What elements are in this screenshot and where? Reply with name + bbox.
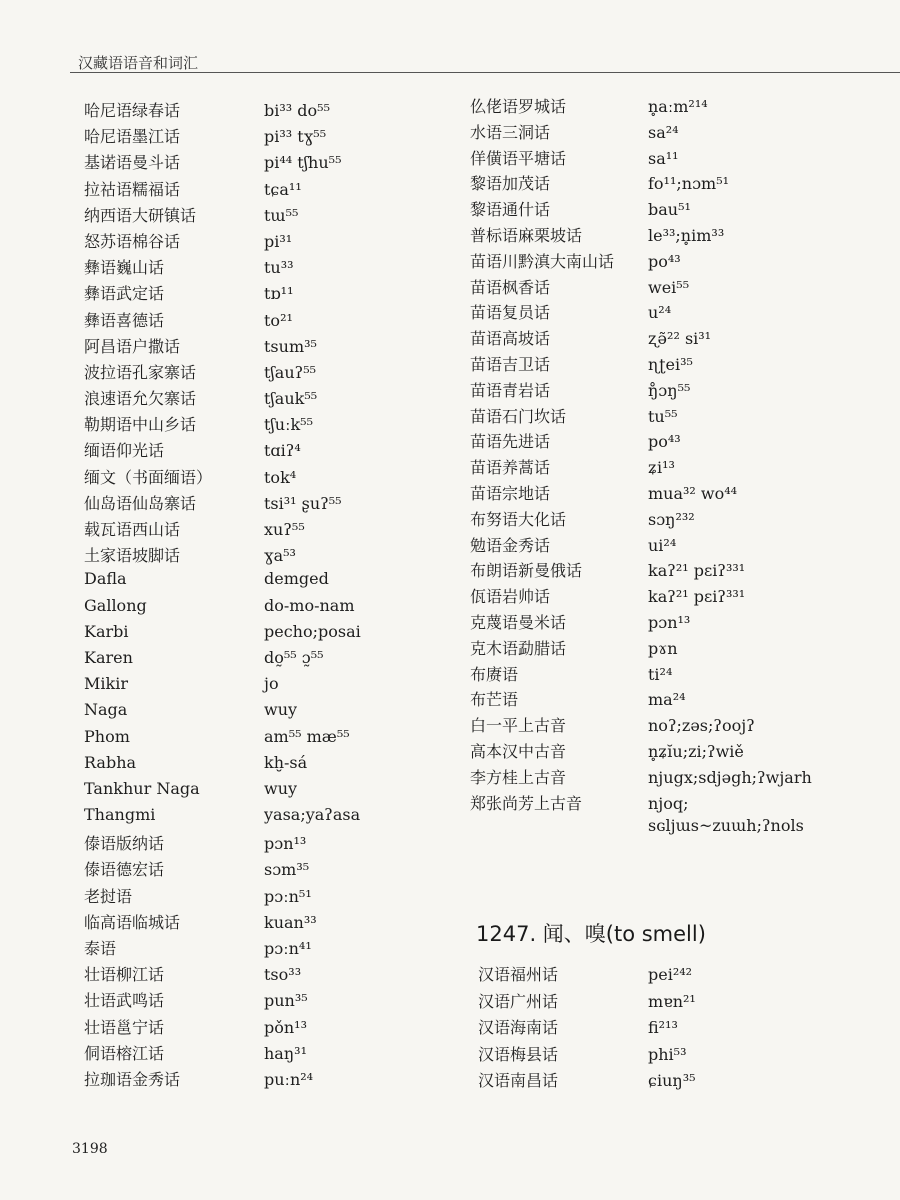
left-column: [84, 98, 464, 1093]
entry-row: [84, 360, 464, 386]
language-name: 苗语先进话: [470, 432, 551, 452]
language-name: 土家语坡脚话: [84, 546, 181, 566]
word-form: do̰⁵⁵ ɔ̰⁵⁵: [264, 647, 324, 667]
entry-row: [84, 543, 464, 569]
word-form: wuy: [264, 778, 298, 798]
word-form: kaʔ²¹ pɛiʔ³³¹: [648, 587, 746, 607]
entry-row: [84, 1041, 464, 1067]
language-name: Tankhur Naga: [84, 778, 200, 798]
word-form: sa¹¹: [648, 148, 679, 168]
entry-row: [478, 989, 878, 1016]
entry-row: [470, 739, 890, 765]
right-column: [470, 94, 890, 842]
word-form: tʃauʔ⁵⁵: [264, 362, 317, 382]
word-form: fo¹¹;nɔm⁵¹: [648, 174, 730, 194]
language-name: 李方桂上古音: [470, 767, 567, 787]
entry-row: [84, 779, 464, 805]
language-name: 汉语南昌话: [478, 1071, 559, 1090]
language-name: 哈尼语墨江话: [84, 127, 181, 147]
word-form: po⁴³: [648, 251, 681, 271]
entry-row: [84, 622, 464, 648]
entry-row: [84, 308, 464, 334]
language-name: 布努语大化话: [470, 509, 567, 529]
language-name: 汉语福州话: [478, 965, 559, 984]
entry-row: [84, 727, 464, 753]
word-form: haŋ³¹: [264, 1043, 307, 1063]
entry-row: [470, 713, 890, 739]
word-form: noʔ;zəs;ʔoojʔ: [648, 716, 755, 736]
entry-row: [84, 884, 464, 910]
language-name: 勉语金秀话: [470, 535, 551, 555]
entry-row: [84, 805, 464, 831]
word-form: phi⁵³: [648, 1044, 687, 1064]
language-name: 拉珈语金秀话: [84, 1069, 181, 1089]
language-name: 汉语海南话: [478, 1018, 559, 1037]
language-name: 哈尼语绿春话: [84, 101, 181, 120]
entry-row: [84, 124, 464, 150]
word-form: ui²⁴: [648, 535, 677, 555]
entry-row: [470, 584, 890, 610]
word-form: pun³⁵: [264, 991, 308, 1011]
entry-row: [470, 455, 890, 481]
entry-row: [84, 596, 464, 622]
running-head: 汉藏语语音和词汇: [78, 54, 199, 72]
language-name: 波拉语孔家寨话: [84, 362, 197, 382]
entry-row: [84, 936, 464, 962]
entry-row: [84, 910, 464, 936]
word-form: ɣa⁵³: [264, 546, 296, 566]
entry-row: [470, 765, 890, 791]
language-name: Karen: [84, 647, 133, 667]
language-name: 壮语柳江话: [84, 965, 165, 985]
word-form: kḫ-sá: [264, 752, 308, 772]
entry-row: [84, 700, 464, 726]
entry-row: [84, 438, 464, 464]
word-form: n̥aːm²¹⁴: [648, 97, 708, 116]
word-form: tok⁴: [264, 467, 297, 487]
language-name: 布朗语新曼俄话: [470, 561, 583, 581]
entry-row: [84, 857, 464, 883]
word-form: n̥ʑĭu;zi;ʔwiě: [648, 741, 744, 761]
language-name: 纳西语大研镇话: [84, 205, 197, 225]
language-name: 苗语养蒿话: [470, 458, 551, 478]
word-form: ʐə̃²² si³¹: [648, 329, 712, 349]
word-form: pɤn: [648, 638, 678, 658]
word-form: tɕa¹¹: [264, 179, 302, 199]
word-form: pi³³ tɣ⁵⁵: [264, 127, 327, 147]
language-name: 缅文（书面缅语）: [84, 467, 213, 487]
language-name: 普标语麻栗坡话: [470, 225, 583, 245]
entry-row: [470, 558, 890, 584]
entry-row: [470, 378, 890, 404]
language-name: 壮语邕宁话: [84, 1017, 165, 1037]
entry-row: [470, 816, 890, 842]
word-form: sɔŋ²³²: [648, 509, 695, 529]
entry-row: [84, 831, 464, 857]
entry-row: [84, 569, 464, 595]
language-name: 泰语: [84, 939, 117, 958]
word-form: le³³;n̥im³³: [648, 225, 725, 245]
entry-row: [470, 404, 890, 430]
word-form: puːn²⁴: [264, 1069, 314, 1089]
entry-row: [470, 249, 890, 275]
word-form: pecho;posai: [264, 621, 361, 641]
word-form: tu⁵⁵: [648, 406, 678, 426]
entry-row: [84, 674, 464, 700]
entry-row: [470, 94, 890, 120]
language-name: 怒苏语棉谷话: [84, 231, 181, 251]
language-name: 勒期语中山乡话: [84, 415, 197, 435]
word-form: demged: [264, 569, 329, 589]
word-form: tɒ¹¹: [264, 284, 294, 304]
entry-row: [84, 98, 464, 124]
entry-row: [470, 146, 890, 172]
language-name: 载瓦语西山话: [84, 520, 181, 539]
language-name: 傣语版纳话: [84, 834, 165, 854]
word-form: to²¹: [264, 310, 293, 330]
word-form: tʃuːk⁵⁵: [264, 415, 313, 435]
language-name: 苗语高坡话: [470, 329, 551, 349]
word-form: tu³³: [264, 258, 294, 278]
word-form: tɯ⁵⁵: [264, 205, 299, 225]
entry-row: [470, 636, 890, 662]
word-form: pɔn¹³: [648, 612, 691, 632]
entry-row: [470, 171, 890, 197]
entry-row: [84, 334, 464, 360]
word-form: am⁵⁵ mæ⁵⁵: [264, 726, 350, 746]
entry-row: [470, 352, 890, 378]
entry-row: [470, 197, 890, 223]
entry-row: [84, 753, 464, 779]
language-name: 拉祜语糯福话: [84, 179, 181, 199]
language-name: 布芒语: [470, 690, 519, 710]
language-name: Rabha: [84, 752, 137, 772]
word-form: bau⁵¹: [648, 200, 691, 220]
entry-row: [84, 517, 464, 543]
language-name: 黎语通什话: [470, 200, 551, 220]
language-name: 彝语武定话: [84, 284, 165, 304]
entry-row: [84, 203, 464, 229]
language-name: Gallong: [84, 595, 147, 615]
language-name: 苗语宗地话: [470, 483, 551, 503]
language-name: 阿昌语户撒话: [84, 336, 181, 356]
entry-row: [470, 610, 890, 636]
word-form: pi⁴⁴ tʃhu⁵⁵: [264, 153, 342, 173]
word-form: pɔːn⁵¹: [264, 886, 312, 906]
language-name: 高本汉中古音: [470, 741, 567, 761]
language-name: 黎语加茂话: [470, 174, 551, 194]
language-name: 侗语榕江话: [84, 1043, 165, 1063]
entry-row: [84, 962, 464, 988]
language-name: 壮语武鸣话: [84, 991, 165, 1011]
word-form: tsum³⁵: [264, 336, 317, 356]
entry-row: [470, 791, 890, 817]
word-form: wei⁵⁵: [648, 277, 690, 297]
word-form: njoq;: [648, 793, 689, 813]
entry-row: [84, 412, 464, 438]
entry-row: [470, 223, 890, 249]
language-name: 彝语喜德话: [84, 310, 165, 330]
language-name: 水语三洞话: [470, 122, 551, 142]
word-form: xuʔ⁵⁵: [264, 520, 305, 539]
word-form: pǒn¹³: [264, 1017, 308, 1037]
word-form: pei²⁴²: [648, 965, 693, 984]
language-name: 苗语吉卫话: [470, 354, 551, 374]
entry-row: [470, 326, 890, 352]
word-form: kuan³³: [264, 912, 317, 932]
language-name: Phom: [84, 726, 130, 746]
language-name: 苗语复员话: [470, 303, 551, 323]
entry-row: [84, 465, 464, 491]
language-name: Karbi: [84, 621, 129, 641]
word-form: njugx;sdjəgh;ʔwjarh: [648, 767, 812, 787]
entry-row: [84, 491, 464, 517]
word-form: ɳʈei³⁵: [648, 354, 693, 374]
word-form: po⁴³: [648, 432, 681, 452]
section-title: 1247. 闻、嗅(to smell): [476, 922, 706, 946]
entry-row: [470, 120, 890, 146]
entry-row: [470, 533, 890, 559]
language-name: 佤语岩帅话: [470, 587, 551, 607]
language-name: 傣语德宏话: [84, 860, 165, 880]
language-name: 基诺语曼斗话: [84, 153, 181, 173]
entry-row: [84, 988, 464, 1014]
language-name: 仫佬语罗城话: [470, 97, 567, 116]
word-form: mua³² wo⁴⁴: [648, 483, 738, 503]
word-form: pɔn¹³: [264, 834, 307, 854]
language-name: 佯僙语平塘话: [470, 148, 567, 168]
language-name: Dafla: [84, 569, 127, 589]
entry-row: [84, 648, 464, 674]
entry-row: [470, 275, 890, 301]
header-rule: [70, 72, 900, 73]
word-form: pi³¹: [264, 231, 293, 251]
word-form: ma²⁴: [648, 690, 686, 710]
language-name: 缅语仰光话: [84, 441, 165, 461]
entry-row: [478, 1042, 878, 1069]
entry-row: [470, 687, 890, 713]
entry-row: [470, 300, 890, 326]
entry-row: [470, 429, 890, 455]
entry-row: [470, 507, 890, 533]
word-form: u²⁴: [648, 303, 672, 323]
entry-row: [84, 229, 464, 255]
language-name: Thangmi: [84, 805, 156, 825]
language-name: 苗语青岩话: [470, 380, 551, 400]
language-name: 老挝语: [84, 886, 133, 906]
language-name: 汉语梅县话: [478, 1044, 559, 1064]
word-form: ʑi¹³: [648, 458, 675, 478]
word-form: tsi³¹ ʂuʔ⁵⁵: [264, 493, 342, 513]
word-form: tso³³: [264, 965, 302, 985]
entry-row: [478, 1015, 878, 1042]
language-name: 苗语枫香话: [470, 277, 551, 297]
language-name: 仙岛语仙岛寨话: [84, 493, 197, 513]
language-name: 临高语临城话: [84, 912, 181, 932]
word-form: tɑiʔ⁴: [264, 441, 301, 461]
entry-row: [84, 386, 464, 412]
word-form: ti²⁴: [648, 664, 673, 684]
entry-row: [84, 281, 464, 307]
entry-row: [84, 150, 464, 176]
word-form: bi³³ do⁵⁵: [264, 101, 330, 120]
entry-row: [84, 255, 464, 281]
word-form: jo: [264, 674, 279, 694]
word-form: do-mo-nam: [264, 595, 355, 615]
language-name: 布赓语: [470, 664, 519, 684]
word-form: mɐn²¹: [648, 991, 696, 1011]
word-form: sɔm³⁵: [264, 860, 310, 880]
language-name: 浪速语允欠寨话: [84, 389, 197, 409]
word-form: fi²¹³: [648, 1018, 678, 1037]
language-name: 郑张尚芳上古音: [470, 793, 583, 813]
entry-row: [470, 481, 890, 507]
entry-row: [84, 1067, 464, 1093]
entry-row: [470, 662, 890, 688]
entry-row: [84, 1015, 464, 1041]
language-name: 彝语巍山话: [84, 258, 165, 278]
entry-row: [84, 177, 464, 203]
language-name: Naga: [84, 700, 128, 720]
word-form: pɔːn⁴¹: [264, 939, 312, 958]
word-form: kaʔ²¹ pɛiʔ³³¹: [648, 561, 746, 581]
language-name: 克木语勐腊话: [470, 638, 567, 658]
word-form: yasa;yaʔasa: [264, 805, 361, 825]
word-form: sɢljɯs~zuɯh;ʔnols: [648, 816, 804, 836]
word-form: sa²⁴: [648, 122, 679, 142]
word-form: ɕiuŋ³⁵: [648, 1071, 696, 1090]
word-form: ŋ̊ɔŋ⁵⁵: [648, 380, 691, 400]
language-name: 苗语川黔滇大南山话: [470, 251, 615, 271]
language-name: Mikir: [84, 674, 128, 694]
word-form: tʃauk⁵⁵: [264, 389, 318, 409]
page-number: 3198: [72, 1141, 108, 1157]
language-name: 汉语广州话: [478, 991, 559, 1011]
language-name: 苗语石门坎话: [470, 406, 567, 426]
entry-row: [478, 962, 878, 989]
section-entries: [478, 962, 878, 1095]
word-form: wuy: [264, 700, 298, 720]
language-name: 克蔑语曼米话: [470, 612, 567, 632]
entry-row: [478, 1068, 878, 1095]
language-name: 白一平上古音: [470, 716, 567, 736]
